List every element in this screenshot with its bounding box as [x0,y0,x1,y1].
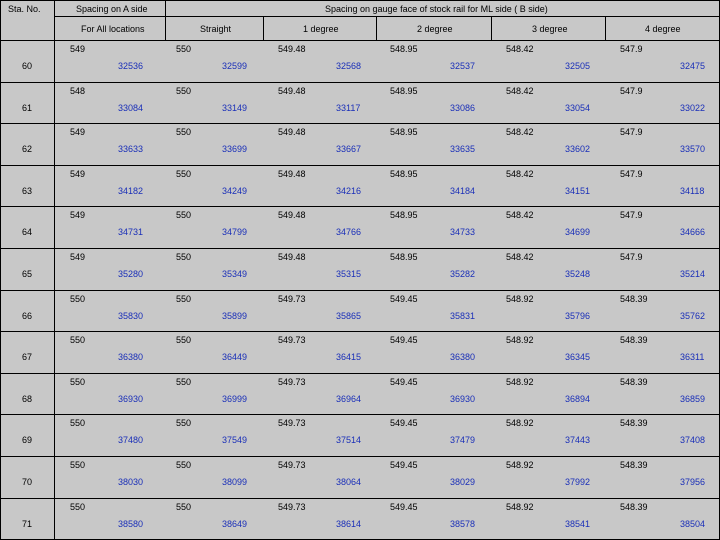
b-side-value: 32599 [222,61,248,71]
station-number: 70 [22,477,33,487]
b-side-value: 34733 [450,227,476,237]
header-1-degree: 1 degree [303,24,339,34]
header-2-degree: 2 degree [417,24,453,34]
b-side-spacing: 548.39 [620,418,648,428]
grid-top [0,0,720,1]
b-side-value: 37549 [222,435,248,445]
grid-row-separator [0,290,720,291]
station-number: 65 [22,269,33,279]
grid-row-separator [0,82,720,83]
b-side-value: 36311 [680,352,705,362]
b-side-spacing: 549.73 [278,460,306,470]
b-side-spacing: 550 [176,44,192,54]
b-side-value: 36859 [680,394,706,404]
a-side-value: 35280 [118,269,144,279]
b-side-spacing: 550 [176,127,192,137]
b-side-spacing: 549.73 [278,418,306,428]
b-side-spacing: 550 [176,252,192,262]
b-side-spacing: 549.48 [278,44,306,54]
header-sta-no: Sta. No. [8,4,41,14]
b-side-value: 33699 [222,144,248,154]
b-side-value: 37479 [450,435,476,445]
b-side-value: 36999 [222,394,248,404]
a-side-spacing: 549 [70,169,86,179]
b-side-value: 34699 [565,227,591,237]
b-side-value: 35831 [450,311,476,321]
a-side-value: 36930 [118,394,144,404]
a-side-spacing: 550 [70,502,86,512]
b-side-spacing: 548.39 [620,335,648,345]
b-side-spacing: 549.73 [278,294,306,304]
grid-row-separator [0,165,720,166]
b-side-spacing: 547.9 [620,44,643,54]
b-side-value: 37514 [336,435,362,445]
b-side-spacing: 547.9 [620,169,643,179]
grid-row-separator [0,498,720,499]
station-number: 69 [22,435,33,445]
b-side-value: 36964 [336,394,362,404]
b-side-spacing: 548.92 [506,377,534,387]
b-side-value: 35315 [336,269,362,279]
b-side-value: 35214 [680,269,706,279]
b-side-value: 33667 [336,144,362,154]
b-side-value: 37443 [565,435,591,445]
b-side-spacing: 549.48 [278,252,306,262]
grid-row-separator [0,206,720,207]
b-side-value: 32568 [336,61,362,71]
b-side-spacing: 550 [176,294,192,304]
b-side-value: 35349 [222,269,248,279]
b-side-spacing: 550 [176,502,192,512]
grid-row-separator [0,123,720,124]
a-side-spacing: 550 [70,377,86,387]
b-side-spacing: 549.45 [390,418,418,428]
b-side-value: 36345 [565,352,591,362]
b-side-spacing: 549.45 [390,335,418,345]
b-side-spacing: 550 [176,460,192,470]
b-side-value: 33022 [680,103,706,113]
a-side-spacing: 548 [70,86,86,96]
b-side-spacing: 548.42 [506,127,534,137]
a-side-spacing: 549 [70,127,86,137]
b-side-value: 36415 [336,352,362,362]
station-number: 68 [22,394,33,404]
b-side-spacing: 547.9 [620,252,643,262]
b-side-spacing: 549.45 [390,294,418,304]
b-side-value: 36930 [450,394,476,404]
b-side-spacing: 549.73 [278,335,306,345]
b-side-value: 34216 [336,186,362,196]
station-number: 67 [22,352,33,362]
b-side-spacing: 549.73 [278,502,306,512]
b-side-spacing: 548.95 [390,127,418,137]
header-spacing-a: Spacing on A side [76,4,148,14]
station-number: 63 [22,186,33,196]
b-side-value: 38649 [222,519,248,529]
a-side-value: 37480 [118,435,144,445]
b-side-spacing: 549.48 [278,86,306,96]
a-side-value: 33633 [118,144,144,154]
b-side-value: 37408 [680,435,706,445]
b-side-value: 33635 [450,144,476,154]
b-side-spacing: 548.39 [620,460,648,470]
b-side-value: 33117 [336,103,361,113]
b-side-value: 37956 [680,477,706,487]
b-side-spacing: 548.95 [390,44,418,54]
station-number: 61 [22,103,33,113]
b-side-value: 34249 [222,186,248,196]
b-side-spacing: 549.48 [278,210,306,220]
a-side-spacing: 550 [70,460,86,470]
b-side-spacing: 548.42 [506,44,534,54]
b-side-spacing: 549.48 [278,169,306,179]
grid-row-separator [0,456,720,457]
b-side-value: 38578 [450,519,476,529]
grid-col-deg-3 [491,16,492,40]
a-side-spacing: 550 [70,294,86,304]
b-side-spacing: 548.95 [390,169,418,179]
grid-row-separator [0,248,720,249]
b-side-value: 36449 [222,352,248,362]
header-straight: Straight [200,24,232,34]
b-side-spacing: 548.95 [390,252,418,262]
b-side-spacing: 547.9 [620,210,643,220]
b-side-value: 33602 [565,144,591,154]
b-side-spacing: 549.73 [278,377,306,387]
b-side-spacing: 550 [176,86,192,96]
b-side-spacing: 547.9 [620,86,643,96]
b-side-value: 33086 [450,103,476,113]
a-side-value: 33084 [118,103,144,113]
b-side-spacing: 548.42 [506,252,534,262]
header-4-degree: 4 degree [645,24,681,34]
header-3-degree: 3 degree [532,24,568,34]
b-side-spacing: 548.92 [506,294,534,304]
b-side-spacing: 548.92 [506,460,534,470]
a-side-spacing: 549 [70,210,86,220]
b-side-value: 38541 [565,519,591,529]
a-side-value: 38030 [118,477,144,487]
a-side-value: 36380 [118,352,144,362]
b-side-value: 38504 [680,519,706,529]
b-side-spacing: 548.92 [506,335,534,345]
b-side-spacing: 549.45 [390,502,418,512]
b-side-value: 35796 [565,311,591,321]
b-side-value: 34184 [450,186,476,196]
a-side-value: 34182 [118,186,144,196]
grid-col-deg-1 [263,16,264,40]
a-side-spacing: 549 [70,44,86,54]
b-side-spacing: 549.45 [390,377,418,387]
b-side-value: 34799 [222,227,248,237]
station-number: 66 [22,311,33,321]
a-side-spacing: 550 [70,418,86,428]
b-side-value: 32505 [565,61,591,71]
header-spacing-b: Spacing on gauge face of stock rail for ML side ( B side) [325,4,548,14]
grid-col-a [165,0,166,40]
b-side-spacing: 549.48 [278,127,306,137]
b-side-spacing: 550 [176,169,192,179]
station-number: 60 [22,61,33,71]
grid-header-mid [54,16,720,17]
b-side-spacing: 550 [176,418,192,428]
b-side-value: 34666 [680,227,706,237]
b-side-spacing: 548.42 [506,169,534,179]
b-side-spacing: 548.42 [506,210,534,220]
b-side-spacing: 550 [176,210,192,220]
b-side-spacing: 548.39 [620,502,648,512]
a-side-value: 34731 [118,227,144,237]
b-side-value: 35899 [222,311,248,321]
b-side-spacing: 549.45 [390,460,418,470]
b-side-value: 38064 [336,477,362,487]
b-side-spacing: 548.39 [620,377,648,387]
b-side-value: 35282 [450,269,476,279]
header-for-all: For All locations [81,24,145,34]
b-side-value: 34118 [680,186,705,196]
station-number: 71 [22,519,33,529]
b-side-spacing: 550 [176,335,192,345]
a-side-value: 35830 [118,311,144,321]
b-side-value: 33570 [680,144,706,154]
b-side-value: 35762 [680,311,706,321]
grid-col-deg-2 [376,16,377,40]
a-side-spacing: 549 [70,252,86,262]
grid-header-bottom [0,40,720,41]
b-side-value: 32475 [680,61,706,71]
grid-col-sta [54,0,55,540]
b-side-value: 35248 [565,269,591,279]
b-side-value: 38614 [336,519,362,529]
b-side-value: 38099 [222,477,248,487]
b-side-spacing: 548.95 [390,86,418,96]
b-side-value: 37992 [565,477,591,487]
grid-left [0,0,1,540]
b-side-spacing: 548.92 [506,418,534,428]
b-side-value: 36380 [450,352,476,362]
b-side-spacing: 548.42 [506,86,534,96]
b-side-value: 36894 [565,394,591,404]
a-side-value: 32536 [118,61,144,71]
a-side-value: 38580 [118,519,144,529]
b-side-spacing: 550 [176,377,192,387]
b-side-value: 38029 [450,477,476,487]
b-side-value: 34766 [336,227,362,237]
station-number: 64 [22,227,33,237]
grid-row-separator [0,414,720,415]
b-side-spacing: 548.39 [620,294,648,304]
b-side-spacing: 548.92 [506,502,534,512]
grid-row-separator [0,373,720,374]
b-side-value: 35865 [336,311,362,321]
station-number: 62 [22,144,33,154]
b-side-value: 32537 [450,61,476,71]
grid-row-separator [0,331,720,332]
a-side-spacing: 550 [70,335,86,345]
b-side-spacing: 548.95 [390,210,418,220]
b-side-spacing: 547.9 [620,127,643,137]
grid-col-deg-4 [605,16,606,40]
b-side-value: 34151 [565,186,591,196]
b-side-value: 33149 [222,103,248,113]
b-side-value: 33054 [565,103,591,113]
